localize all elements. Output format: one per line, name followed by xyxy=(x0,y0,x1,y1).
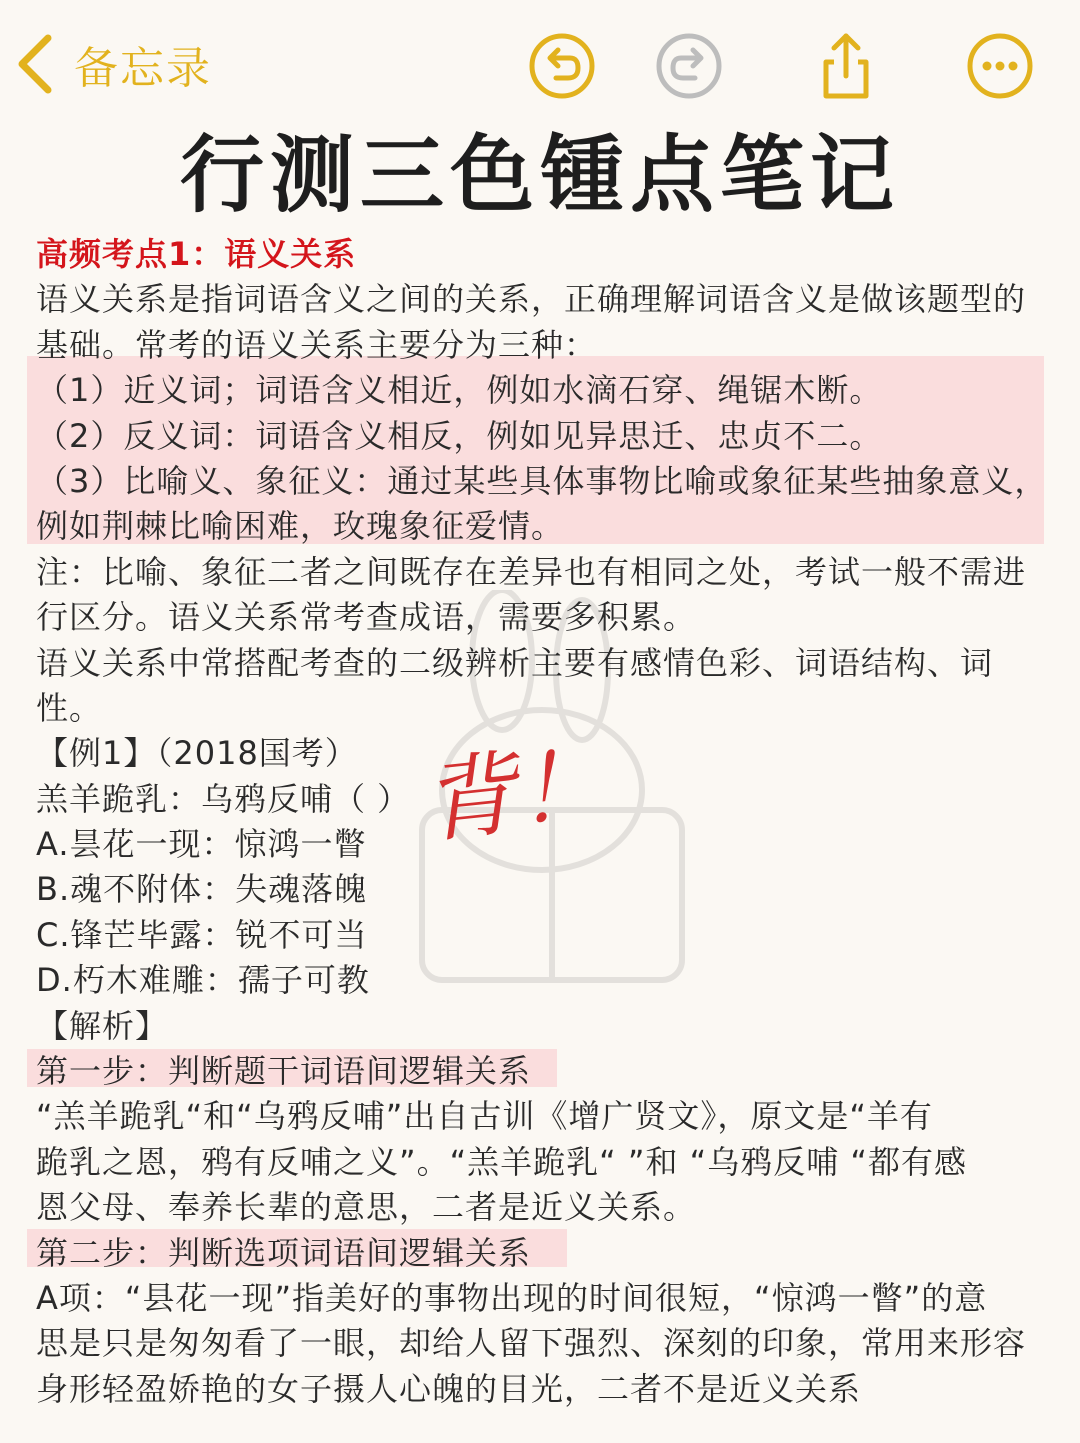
step-2-heading: 第二步：判断选项词语间逻辑关系 xyxy=(36,1233,532,1272)
body-line: 注：比喻、象征二者之间既存在差异也有相同之处，考试一般不需进 xyxy=(36,552,1027,591)
more-icon xyxy=(966,32,1034,100)
body-line: “羔羊跪乳“和“乌鸦反哺”出自古训《增广贤文》，原文是“羊有 xyxy=(36,1097,933,1136)
step-1-heading: 第一步：判断题干词语间逻辑关系 xyxy=(36,1052,532,1091)
body-line: 基础。常考的语义关系主要分为三种： xyxy=(36,325,598,364)
option-a: A.昙花一现：惊鸿一瞥 xyxy=(36,825,367,864)
undo-icon xyxy=(528,32,596,100)
back-button[interactable] xyxy=(14,32,212,96)
body-line: 语义关系是指词语含义之间的关系，正确理解词语含义是做该题型的 xyxy=(36,280,1027,319)
body-line: 跪乳之恩，鸦有反哺之义”。“羔羊跪乳“ ”和 “乌鸦反哺 “都有感 xyxy=(36,1142,967,1181)
option-c: C.锋芒毕露：锐不可当 xyxy=(36,915,368,954)
redo-icon xyxy=(655,32,723,100)
example-heading: 【例1】（2018国考） xyxy=(36,734,358,773)
option-b: B.魂不附体：失魂落魄 xyxy=(36,870,368,909)
body-line: 思是只是匆匆看了一眼，却给人留下强烈、深刻的印象，常用来形容 xyxy=(36,1324,1027,1363)
body-line: 身形轻盈娇艳的女子摄人心魄的目光，二者不是近义关系 xyxy=(36,1369,862,1408)
body-line: 行区分。语义关系常考查成语，需要多积累。 xyxy=(36,598,697,637)
body-line: （1）近义词；词语含义相近，例如水滴石穿、绳锯木断。 xyxy=(36,371,883,410)
share-button[interactable] xyxy=(812,32,880,100)
body-line: A项：“县花一现”指美好的事物出现的时间很短，“惊鸿一瞥”的意 xyxy=(36,1278,988,1317)
share-icon xyxy=(812,32,880,100)
section-heading: 高频考点1：语义关系 xyxy=(36,235,357,273)
navigation-bar xyxy=(0,0,1080,120)
body-line: 语义关系中常搭配考查的二级辨析主要有感情色彩、词语结构、词 xyxy=(36,643,994,682)
body-line: （2）反义词：词语含义相反，例如见异思迁、忠贞不二。 xyxy=(36,416,883,455)
body-line: 例如荆棘比喻困难，玫瑰象征爱情。 xyxy=(36,507,565,546)
more-button[interactable] xyxy=(966,32,1034,100)
analysis-heading: 【解析】 xyxy=(36,1006,169,1045)
chevron-left-icon xyxy=(14,32,56,96)
option-d: D.朽木难雕：孺子可教 xyxy=(36,961,370,1000)
undo-button[interactable] xyxy=(528,32,596,100)
body-line: 恩父母、奉养长辈的意思，二者是近义关系。 xyxy=(36,1188,697,1227)
back-label: 备忘录 xyxy=(74,43,212,94)
handwritten-stamp: 背！ xyxy=(417,730,612,857)
body-line: （3）比喻义、象征义：通过某些具体事物比喻或象征某些抽象意义， xyxy=(36,461,1048,500)
redo-button[interactable] xyxy=(655,32,723,100)
body-line: 性。 xyxy=(36,688,103,727)
question-stem: 羔羊跪乳：乌鸦反哺（ ） xyxy=(36,779,411,818)
note-title: 行测三色锺点笔记 xyxy=(179,126,900,224)
